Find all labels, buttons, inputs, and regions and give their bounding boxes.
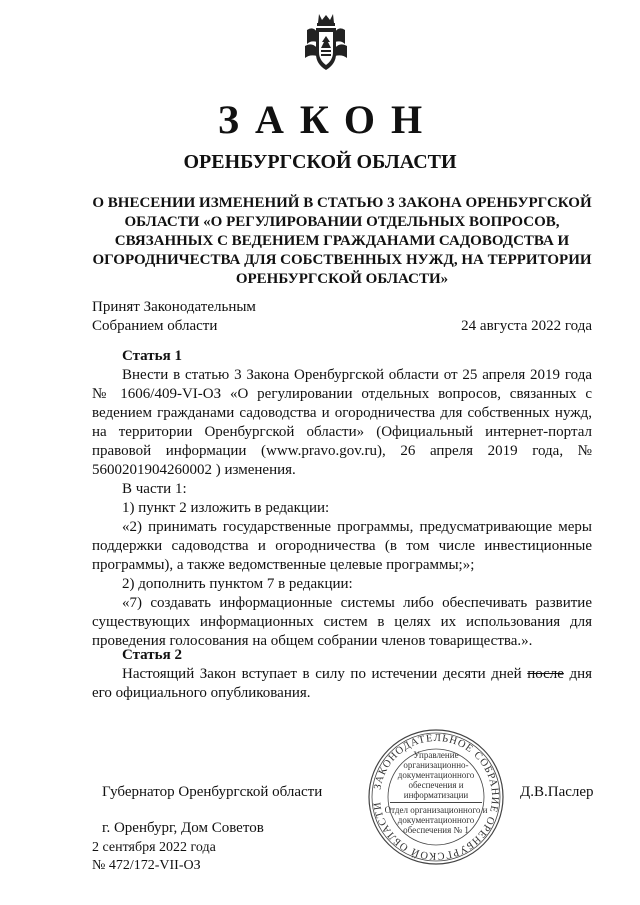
law-name: О ВНЕСЕНИИ ИЗМЕНЕНИЙ В СТАТЬЮ 3 ЗАКОНА ОРЕНБУРГСКОЙ ОБЛАСТИ «О РЕГУЛИРОВАНИИ ОТДЕЛЬНЫХ ВОПРОСОВ, СВЯЗАННЫХ С ВЕДЕНИЕМ ГРАЖДАНАМИ САДОВОДСТВА И ОГОРОДНИЧЕСТВА ДЛЯ СОБСТВЕННЫХ НУЖД, НА ТЕРРИТОРИИ ОРЕНБУРГСКОЙ ОБЛАСТИ» bbox=[92, 195, 592, 287]
article-1-paragraph: «2) принимать государственные программы, предусматривающие меры поддержки садоводства и огородничества (в том числе инвестиционные программы), а также ведомственные целевые программы;»; bbox=[92, 519, 592, 573]
document-title: ЗАКОН bbox=[217, 97, 439, 142]
signing-place: г. Оренбург, Дом Советов bbox=[102, 820, 264, 836]
coat-of-arms-icon bbox=[303, 12, 349, 74]
law-number: № 472/172-VII-ОЗ bbox=[92, 858, 201, 873]
article-1-paragraph: «7) создавать информационные системы либо обеспечивать развитие существующих информационных систем в целях их использования для проведения голосования на общем собрании членов товарищества.». bbox=[92, 595, 592, 649]
article-2-paragraph bbox=[92, 665, 592, 703]
article-2-struck-word: после bbox=[527, 666, 564, 682]
governor-name: Д.В.Паслер bbox=[520, 784, 594, 800]
stamp-inner-text bbox=[384, 750, 488, 835]
governor-title: Губернатор Оренбургской области bbox=[102, 784, 323, 800]
article-2 bbox=[92, 646, 592, 703]
adoption-date: 24 августа 2022 года bbox=[461, 318, 592, 334]
stamp-inner-bottom: Отдел организационного и документационного обеспечения № 1 bbox=[384, 805, 488, 835]
adoption-block bbox=[92, 298, 256, 336]
article-2-text-after: дня его официального опубликования. bbox=[92, 666, 593, 701]
article-1-paragraph: 2) дополнить пунктом 7 в редакции: bbox=[122, 576, 353, 592]
adoption-line-1: Принят Законодательным bbox=[92, 299, 256, 315]
article-1-paragraph: 1) пункт 2 изложить в редакции: bbox=[122, 500, 330, 516]
article-1-paragraph: В части 1: bbox=[122, 481, 187, 497]
stamp-inner-top: Управление организационно-документационного обеспечения и информатизации bbox=[397, 750, 475, 800]
article-1-paragraph: Внести в статью 3 Закона Оренбургской области от 25 апреля 2019 года № 1606/409-VI-ОЗ «О регулировании отдельных вопросов, связанных с ведением гражданами садоводства и огородничества для собственных нужд, на территории Оренбургской области» (Официальный интернет-портал правовой информации (www.pravo.gov.ru), 26 апреля 2019 года, № 5600201904260002 ) изменения. bbox=[92, 367, 592, 478]
region-subtitle: ОРЕНБУРГСКОЙ ОБЛАСТИ bbox=[183, 151, 457, 173]
article-2-title: Статья 2 bbox=[122, 647, 182, 663]
signing-date: 2 сентября 2022 года bbox=[92, 840, 216, 855]
article-1 bbox=[92, 347, 592, 651]
adoption-line-2: Собранием области bbox=[92, 318, 218, 334]
article-2-text-before: Настоящий Закон вступает в силу по истечении десяти дней bbox=[122, 666, 522, 682]
stamp-ring-text: ЗАКОНОДАТЕЛЬНОЕ СОБРАНИЕ ОРЕНБУРГСКОЙ ОБЛАСТИ bbox=[372, 732, 501, 862]
article-1-title: Статья 1 bbox=[122, 348, 182, 364]
